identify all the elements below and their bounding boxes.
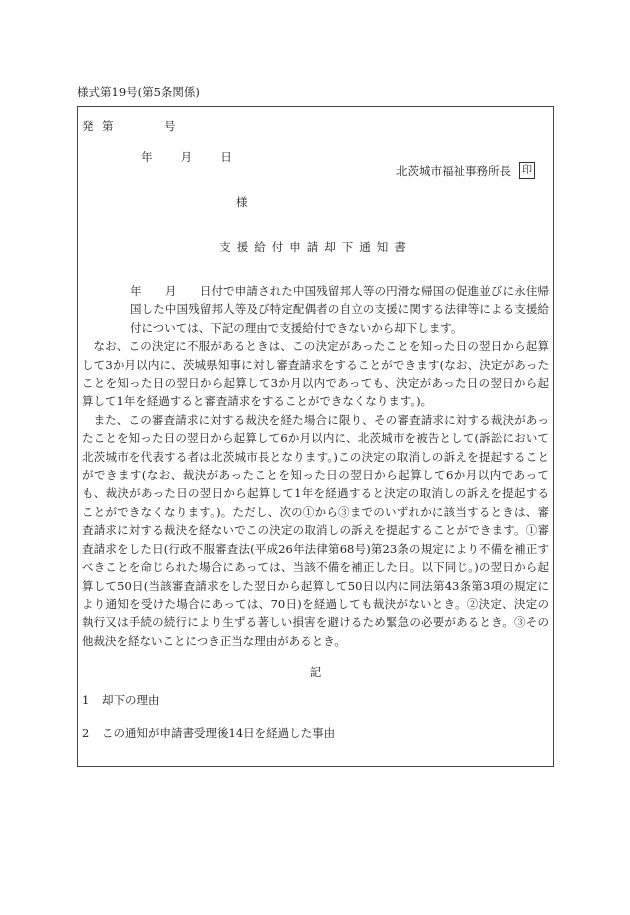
issue-number-line bbox=[82, 118, 176, 134]
seal-box: 印 bbox=[519, 162, 535, 179]
reason-number: 1 bbox=[82, 693, 90, 707]
addressee-honorific: 様 bbox=[236, 195, 248, 209]
ki-heading: 記 bbox=[309, 665, 322, 679]
issue-go-label: 号 bbox=[164, 119, 176, 133]
issuer-name: 北茨城市福祉事務所長 bbox=[396, 163, 511, 178]
body-text bbox=[82, 282, 549, 650]
issue-dai-label: 第 bbox=[102, 119, 114, 133]
date-month-label: 月 bbox=[180, 150, 193, 164]
issuer-line bbox=[396, 162, 535, 179]
reason-item-2 bbox=[82, 725, 335, 741]
form-number: 様式第19号(第5条関係) bbox=[77, 85, 200, 99]
body-paragraph-3: また、この審査請求に対する裁決を経た場合に限り、その審査請求に対する裁決があったことを知った日の翌日から起算して6か月以内に、北茨城市を被告として(訴訟において北茨城市を代表する者は北茨城市長となります。)この決定の取消しの訴えを提起することができます(なお、裁決があったことを知った日の翌日から起算して6か月以内であっても、裁決があった日の翌日から起算して1年を経過すると決定の取消しの訴えを提起することができなくなります。)。ただし、次の①から③までのいずれかに該当するときは、審査請求に対する裁決を経ないでこの決定の取消しの訴えを提起することができます。①審査請求をした日(行政不服審査法(平成26年法律第68号)第23条の規定により不備を補正すべきことを命じられた場合にあっては、当該不備を補正した日。以下同じ。)の翌日から起算して50日(当該審査請求をした翌日から起算して50日以内に同法第43条第3項の規定により通知を受けた場合にあっては、70日)を経過しても裁決がないとき。②決定、決定の執行又は手続の続行により生ずる著しい損害を避けるため緊急の必要があるとき。③その他裁決を経ないことにつき正当な理由があるとき。 bbox=[82, 412, 549, 648]
date-day-label: 日 bbox=[220, 150, 232, 164]
body-paragraph-2: なお、この決定に不服があるときは、この決定があったことを知った日の翌日から起算して3か月以内に、茨城県知事に対し審査請求をすることができます(なお、決定があったことを知った日の翌日から起算して3か月以内であっても、決定があった日の翌日から起算して1年を経過すると審査請求をすることができなくなります。)。 bbox=[82, 339, 549, 409]
reason-item-1 bbox=[82, 692, 160, 708]
date-line bbox=[141, 149, 232, 165]
reason-number: 2 bbox=[82, 726, 90, 740]
reason-text: この通知が申請書受理後14日を経過した事由 bbox=[102, 726, 336, 740]
date-year-label: 年 bbox=[141, 150, 153, 164]
reason-text: 却下の理由 bbox=[102, 693, 160, 707]
body-paragraph-1: 年 月 日付で申請された中国残留邦人等の円滑な帰国の促進並びに永住帰国した中国残留邦人等及び特定配偶者の自立の支援に関する法律等による支援給付については、下記の理由で支援給付できないから却下します。 bbox=[130, 284, 549, 335]
document-title: 支援給付申請却下通知書 bbox=[219, 240, 412, 254]
issue-hatsu-label: 発 bbox=[82, 119, 94, 133]
